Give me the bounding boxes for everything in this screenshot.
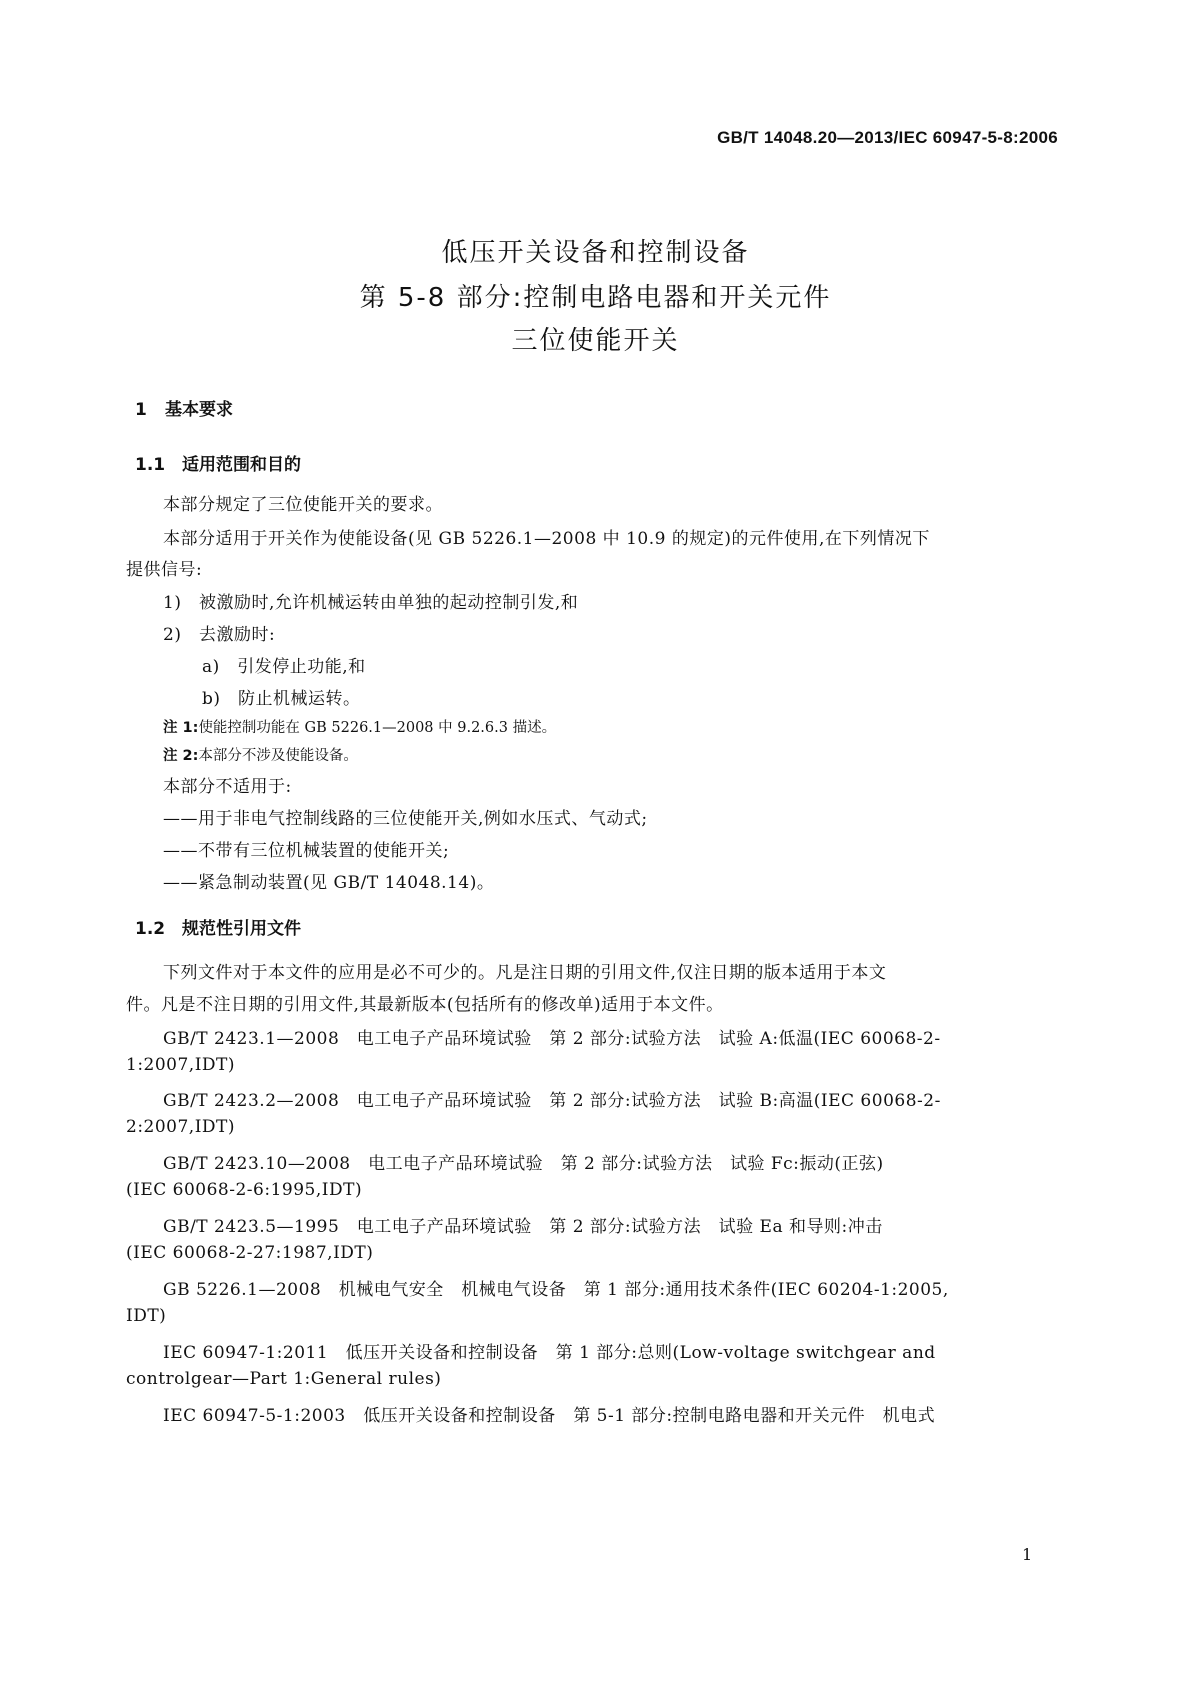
reference-entry: GB/T 2423.1—2008 电工电子产品环境试验 第 2 部分:试验方法 试验 A:低温(IEC 60068-2-: [163, 1029, 941, 1049]
paragraph-continuation: 提供信号:: [126, 560, 203, 580]
reference-entry: GB/T 2423.10—2008 电工电子产品环境试验 第 2 部分:试验方法 试验 Fc:振动(正弦): [163, 1154, 884, 1174]
section-title: 规范性引用文件: [182, 919, 301, 939]
paragraph: 下列文件对于本文件的应用是必不可少的。凡是注日期的引用文件,仅注日期的版本适用于本文: [163, 963, 887, 983]
reference-continuation: (IEC 60068-2-6:1995,IDT): [126, 1180, 363, 1200]
note-label: 注 2:: [163, 748, 199, 764]
reference-continuation: 2:2007,IDT): [126, 1117, 236, 1137]
paragraph: 本部分规定了三位使能开关的要求。: [163, 495, 443, 515]
section-number: 1: [135, 400, 147, 420]
title-line-3: 三位使能开关: [511, 326, 680, 356]
paragraph-continuation: 件。凡是不注日期的引用文件,其最新版本(包括所有的修改单)适用于本文件。: [126, 995, 724, 1015]
title-line-2: 第 5-8 部分:控制电路电器和开关元件: [359, 283, 832, 313]
standard-code: GB/T 14048.20—2013/IEC 60947-5-8:2006: [717, 128, 1058, 147]
section-number: 1.1: [135, 455, 166, 475]
section-1-1-heading: [135, 450, 301, 475]
paragraph: 本部分适用于开关作为使能设备(见 GB 5226.1—2008 中 10.9 的规定)的元件使用,在下列情况下: [163, 529, 930, 549]
dash-item: ——用于非电气控制线路的三位使能开关,例如水压式、气动式;: [163, 809, 648, 829]
note-label: 注 1:: [163, 720, 199, 736]
section-1-2-heading: [135, 914, 301, 939]
reference-continuation: (IEC 60068-2-27:1987,IDT): [126, 1243, 374, 1263]
reference-entry: GB 5226.1—2008 机械电气安全 机械电气设备 第 1 部分:通用技术条件(IEC 60204-1:2005,: [163, 1280, 949, 1300]
paragraph: 本部分不适用于:: [163, 777, 292, 797]
dash-item: ——紧急制动装置(见 GB/T 14048.14)。: [163, 873, 495, 893]
section-title: 基本要求: [165, 400, 233, 420]
reference-entry: GB/T 2423.5—1995 电工电子产品环境试验 第 2 部分:试验方法 试验 Ea 和导则:冲击: [163, 1217, 883, 1237]
list-item: b) 防止机械运转。: [202, 689, 361, 709]
section-title: 适用范围和目的: [182, 455, 301, 475]
note-1: [163, 716, 556, 737]
reference-continuation: IDT): [126, 1306, 167, 1326]
reference-entry: GB/T 2423.2—2008 电工电子产品环境试验 第 2 部分:试验方法 试验 B:高温(IEC 60068-2-: [163, 1091, 941, 1111]
note-2: [163, 744, 358, 765]
reference-continuation: 1:2007,IDT): [126, 1055, 236, 1075]
reference-entry: IEC 60947-1:2011 低压开关设备和控制设备 第 1 部分:总则(Low-voltage switchgear and: [163, 1343, 936, 1363]
reference-entry: IEC 60947-5-1:2003 低压开关设备和控制设备 第 5-1 部分:控制电路电器和开关元件 机电式: [163, 1406, 936, 1426]
section-number: 1.2: [135, 919, 166, 939]
dash-item: ——不带有三位机械装置的使能开关;: [163, 841, 450, 861]
reference-continuation: controlgear—Part 1:General rules): [126, 1369, 442, 1389]
page-number: 1: [1022, 1545, 1033, 1564]
list-item: 1) 被激励时,允许机械运转由单独的起动控制引发,和: [163, 593, 579, 613]
note-text: 本部分不涉及使能设备。: [198, 748, 358, 764]
note-text: 使能控制功能在 GB 5226.1—2008 中 9.2.6.3 描述。: [198, 720, 557, 736]
list-item: a) 引发停止功能,和: [202, 657, 366, 677]
list-item: 2) 去激励时:: [163, 625, 276, 645]
title-line-1: 低压开关设备和控制设备: [441, 238, 750, 268]
section-1-heading: [135, 395, 233, 420]
